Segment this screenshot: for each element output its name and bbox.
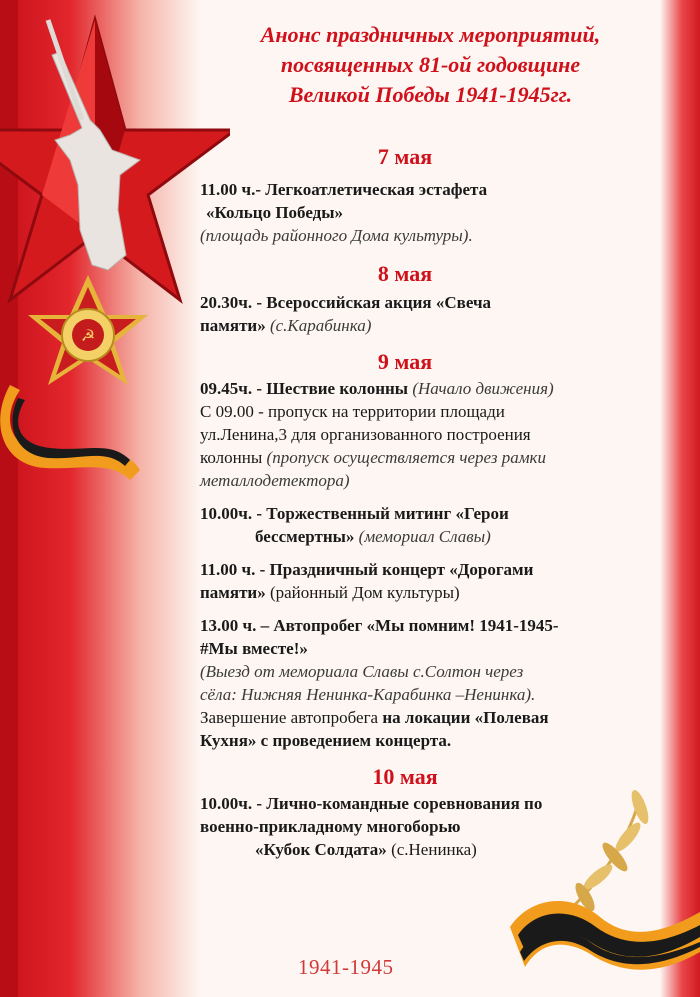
event-parade-note: (Начало движения) [412,379,554,398]
event-parade [200,377,670,492]
date-heading-may-8: 8 мая [377,261,433,286]
event-candle-title-end: памяти» [200,316,266,335]
event-concert-title: 11.00 ч. - Праздничный концерт «Дорогами [200,560,534,579]
footer-years: 1941-1945 [298,955,394,979]
event-competition-place: (с.Ненинка) [391,840,477,859]
event-parade-details-3: колонны [200,448,263,467]
order-medal-icon [28,275,148,385]
date-heading-may-9: 9 мая [377,349,433,374]
event-relay-title: 11.00 ч.- Легкоатлетическая эстафета [200,180,488,199]
event-relay [200,178,670,247]
event-rally-title-end: бессмертны» [255,527,355,546]
event-competition-title-2: военно-прикладному многоборью [200,817,461,836]
event-motor-rally-route-2: сёла: Нижняя Ненинка-Карабинка –Ненинка). [200,685,536,704]
event-parade-details-note-1: (пропуск осуществляется через рамки [266,448,547,467]
title-line-3: Великой Победы 1941-1945гг. [288,82,573,107]
event-competition-cup: «Кубок Солдата» [255,840,387,859]
event-motor-rally-title: 13.00 ч. – Автопробег «Мы помним! 1941-1945- [200,616,559,635]
event-motor-rally-title-end: #Мы вместе!» [200,639,308,658]
event-relay-place: (площадь районного Дома культуры). [200,226,473,245]
page-title [208,20,653,110]
event-rally [200,502,670,548]
event-parade-title: 09.45ч. - Шествие колонны [200,379,409,398]
event-motor-rally-route-1: (Выезд от мемориала Славы с.Солтон через [200,662,524,681]
event-rally-title: 10.00ч. - Торжественный митинг «Герои [200,504,509,523]
event-candle-place: (с.Карабинка) [269,316,372,335]
event-motor-rally [200,614,670,752]
event-motor-rally-finish-bold-2: Кухня» с проведением концерта. [200,731,452,750]
event-parade-details-1: С 09.00 - пропуск на территории площади [200,402,505,421]
event-motor-rally-finish: Завершение автопробега [200,708,379,727]
event-rally-place: (мемориал Славы) [358,527,491,546]
title-line-1: Анонс праздничных мероприятий, [260,22,601,47]
event-relay-name: «Кольцо Победы» [206,203,344,222]
title-line-2: посвященных 81-ой годовщине [280,52,581,77]
event-concert-place: (районный Дом культуры) [269,583,460,602]
event-competition-title: 10.00ч. - Лично-командные соревнования по [200,794,543,813]
event-candle [200,291,670,337]
event-concert [200,558,670,604]
event-parade-details-note-2: металлодетектора) [200,471,350,490]
event-motor-rally-finish-bold-1: на локации «Полевая [382,708,549,727]
svg-text:☭: ☭ [80,326,96,345]
date-heading-may-7: 7 мая [377,144,433,169]
announcement-content [200,20,670,861]
date-heading-may-10: 10 мая [372,764,438,789]
event-competition [200,792,670,861]
event-concert-title-end: памяти» [200,583,266,602]
event-parade-details-2: ул.Ленина,3 для организованного построения [200,425,531,444]
star-medal-illustration [0,0,230,480]
event-candle-title: 20.30ч. - Всероссийская акция «Свеча [200,293,492,312]
